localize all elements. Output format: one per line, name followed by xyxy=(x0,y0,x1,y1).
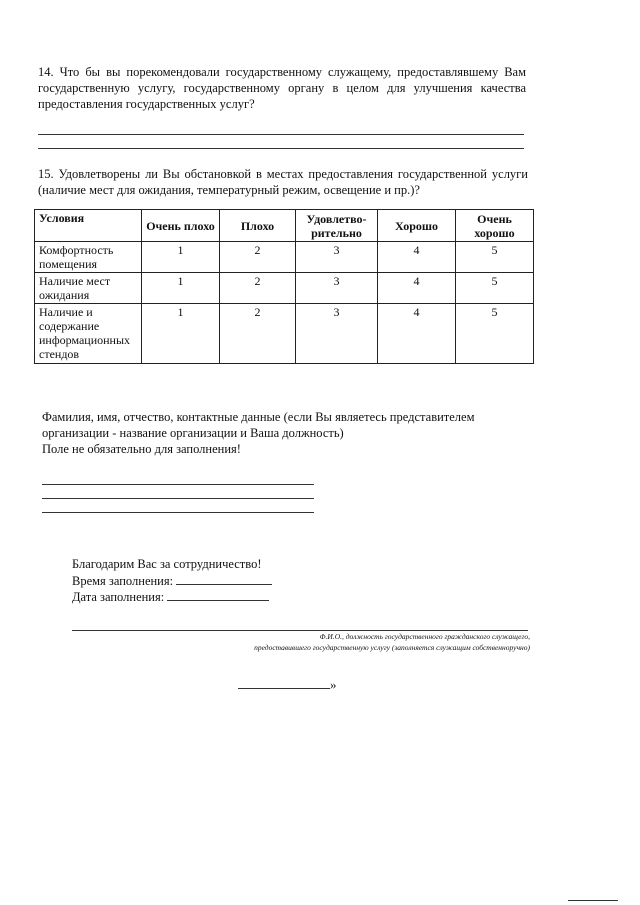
rating-cell[interactable]: 4 xyxy=(378,273,456,304)
header-satisfactory: Удовлетво-рительно xyxy=(296,210,378,242)
contact-line-2[interactable] xyxy=(42,498,314,499)
thanks-text: Благодарим Вас за сотрудничество! xyxy=(72,557,262,571)
header-very-good: Очень хорошо xyxy=(456,210,534,242)
rating-cell[interactable]: 4 xyxy=(378,304,456,364)
rating-cell[interactable]: 2 xyxy=(220,304,296,364)
rating-cell[interactable]: 1 xyxy=(142,304,220,364)
row-label: Наличие мест ожидания xyxy=(35,273,142,304)
signature-caption-2: предоставившего государственную услугу (заполняется служащим собственноручно) xyxy=(254,643,530,652)
table-header-row xyxy=(35,210,534,242)
contact-line-3[interactable] xyxy=(42,512,314,513)
fill-date-field[interactable] xyxy=(167,588,269,601)
question-15: 15. Удовлетворены ли Вы обстановкой в местах предоставления государственной услуги (наличие мест для ожидания, температурный режим, освещение и пр.)? xyxy=(38,167,528,197)
row-label: Комфортность помещения xyxy=(35,242,142,273)
answer-line-1[interactable] xyxy=(38,134,524,135)
rating-cell[interactable]: 3 xyxy=(296,304,378,364)
rating-cell[interactable]: 1 xyxy=(142,273,220,304)
header-very-bad: Очень плохо xyxy=(142,210,220,242)
header-good: Хорошо xyxy=(378,210,456,242)
rating-cell[interactable]: 3 xyxy=(296,273,378,304)
page-edge-mark xyxy=(568,900,618,901)
row-label: Наличие и содержание информационных стендов xyxy=(35,304,142,364)
rating-cell[interactable]: 3 xyxy=(296,242,378,273)
fill-time-field[interactable] xyxy=(176,572,272,585)
fill-time-row xyxy=(72,572,392,589)
rating-cell[interactable]: 1 xyxy=(142,242,220,273)
date-field[interactable] xyxy=(238,676,330,689)
optional-note: Поле не обязательно для заполнения! xyxy=(42,442,241,456)
date-row xyxy=(238,676,337,693)
fill-date-row xyxy=(72,588,392,605)
contact-prompt: Фамилия, имя, отчество, контактные данные (если Вы являетесь представителем организации - название организации и Ваша должность) xyxy=(42,410,475,440)
signature-line[interactable] xyxy=(72,630,528,631)
fill-date-label: Дата заполнения: xyxy=(72,590,165,604)
header-conditions: Условия xyxy=(35,210,142,242)
rating-cell[interactable]: 2 xyxy=(220,273,296,304)
table-row xyxy=(35,242,534,273)
fill-time-label: Время заполнения: xyxy=(72,574,174,588)
table-row xyxy=(35,304,534,364)
header-bad: Плохо xyxy=(220,210,296,242)
table-row xyxy=(35,273,534,304)
rating-cell[interactable]: 5 xyxy=(456,304,534,364)
rating-table xyxy=(34,209,534,364)
rating-cell[interactable]: 2 xyxy=(220,242,296,273)
contact-line-1[interactable] xyxy=(42,484,314,485)
rating-cell[interactable]: 5 xyxy=(456,273,534,304)
signature-caption-1: Ф.И.О., должность государственного гражданского служащего, xyxy=(319,632,530,641)
question-14: 14. Что бы вы порекомендовали государственному служащему, предоставлявшему Вам государственную услугу, государственному органу в целом для улучшения качества предоставления государственных услуг? xyxy=(38,65,526,111)
answer-line-2[interactable] xyxy=(38,148,524,149)
rating-cell[interactable]: 4 xyxy=(378,242,456,273)
rating-cell[interactable]: 5 xyxy=(456,242,534,273)
date-quote-mark: » xyxy=(330,677,337,692)
